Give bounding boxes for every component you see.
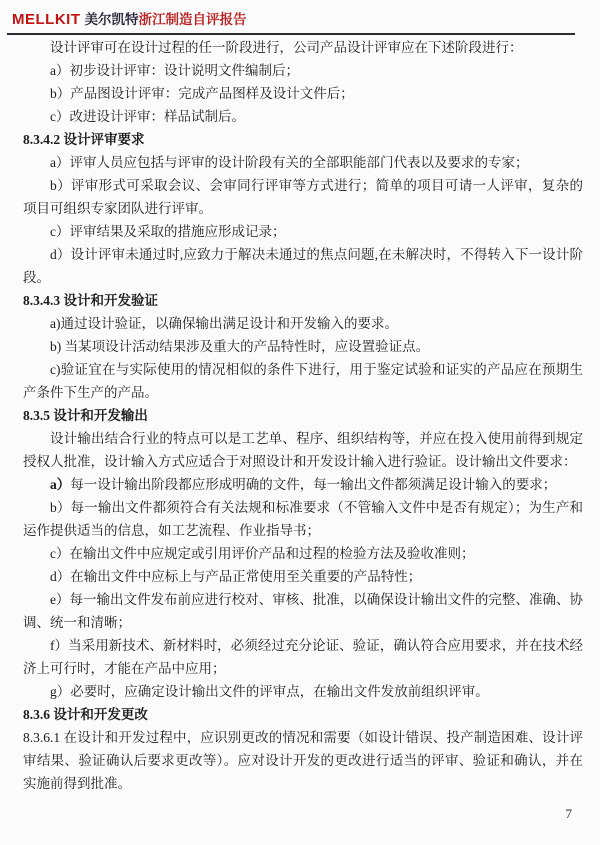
body-paragraph: c）在输出文件中应规定或引用评价产品和过程的检验方法及验收准则； <box>50 546 475 561</box>
body-paragraph: b）评审形式可采取会议、会审同行评审等方式进行；简单的项目可请一人评审，复杂的项目可组织专家团队进行评审。 <box>23 178 583 216</box>
body-paragraph: f）当采用新技术、新材料时，必须经过充分论证、验证，确认符合应用要求，并在技术经济上可行时，才能在产品中应用； <box>23 638 583 676</box>
body-paragraph: c）评审结果及采取的措施应形成记录； <box>50 224 286 239</box>
body-paragraph: b）产品图设计评审：完成产品图样及设计文件后； <box>50 86 354 101</box>
page-number: 7 <box>565 806 572 821</box>
body-paragraph: a)通过设计验证，以确保输出满足设计和开发输入的要求。 <box>50 316 398 331</box>
body-paragraph: 设计评审可在设计过程的任一阶段进行，公司产品设计评审应在下述阶段进行： <box>50 40 523 55</box>
body-paragraph: 8.3.6.1 在设计和开发过程中，应识别更改的情况和需要（如设计错误、投产制造困难、设计评审结果、验证确认后要求更改等）。应对设计开发的更改进行适当的评审、验证和确认，并在实施前得到批准。 <box>23 730 583 791</box>
report-title: 浙江制造自评报告 <box>138 12 247 27</box>
section-heading: 8.3.4.2 设计评审要求 <box>23 132 145 147</box>
list-marker: a） <box>50 477 71 492</box>
body-paragraph: b) 当某项设计活动结果涉及重大的产品特性时，应设置验证点。 <box>50 339 430 354</box>
body-paragraph: 设计输出结合行业的特点可以是工艺单、程序、组织结构等，并应在投入使用前得到规定授权人批准，设计输入方式应适合于对照设计和开发设计输入进行验证。设计输出文件要求： <box>23 431 583 469</box>
body-paragraph: c)验证宜在与实际使用的情况相似的条件下进行，用于鉴定试验和证实的产品应在预期生产条件下生产的产品。 <box>23 362 583 400</box>
body-paragraph: e）每一输出文件发布前应进行校对、审核、批准，以确保设计输出文件的完整、准确、协调、统一和清晰； <box>23 592 583 630</box>
body-paragraph: g）必要时，应确定设计输出文件的评审点，在输出文件发放前组织评审。 <box>50 684 489 699</box>
body-paragraph: a）每一设计输出阶段都应形成明确的文件，每一输出文件都须满足设计输入的要求； <box>50 477 557 492</box>
section-heading: 8.3.6 设计和开发更改 <box>23 707 148 722</box>
section-heading: 8.3.4.3 设计和开发验证 <box>23 293 158 308</box>
body-paragraph: d）在输出文件中应标上与产品正常使用至关重要的产品特性； <box>50 569 422 584</box>
body-paragraph: a）评审人员应包括与评审的设计阶段有关的全部职能部门代表以及要求的专家； <box>50 155 529 170</box>
brand-logo-text: MELLKIT <box>12 11 81 28</box>
document-header <box>7 7 575 35</box>
body-paragraph: c）改进设计评审：样品试制后。 <box>50 109 245 124</box>
body-paragraph: d）设计评审未通过时,应致力于解决未通过的焦点问题,在未解决时，不得转入下一设计阶段。 <box>23 247 583 285</box>
document-body <box>23 36 583 795</box>
body-paragraph: b）每一输出文件都须符合有关法规和标准要求（不管输入文件中是否有规定）；为生产和运作提供适当的信息，如工艺流程、作业指导书； <box>23 500 583 538</box>
body-paragraph: a）初步设计评审：设计说明文件编制后； <box>50 63 299 78</box>
section-heading: 8.3.5 设计和开发输出 <box>23 408 148 423</box>
company-name: 美尔凯特 <box>84 12 139 27</box>
